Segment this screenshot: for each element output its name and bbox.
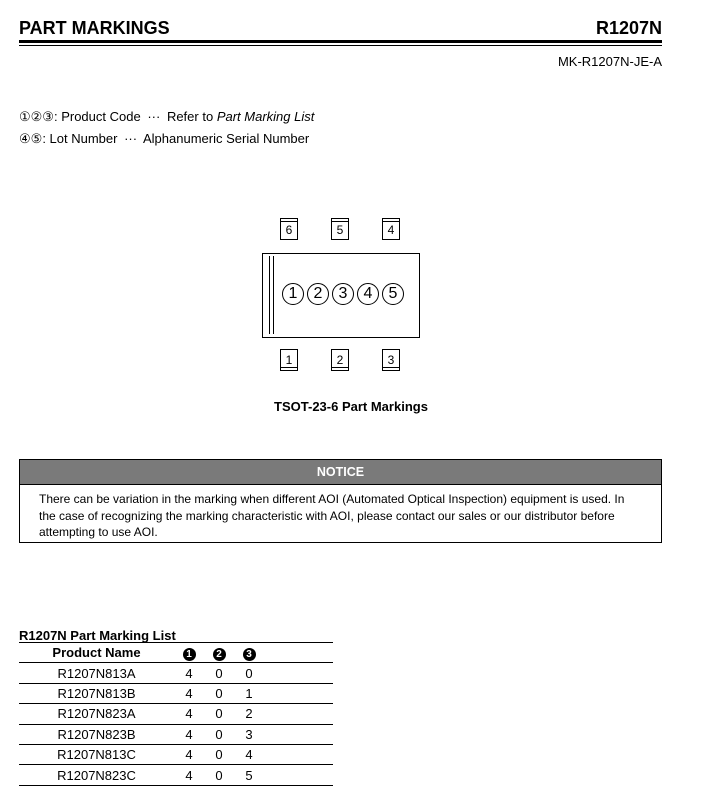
table-header-row xyxy=(19,643,333,663)
table-row xyxy=(19,704,333,724)
cell-mark-3: 3 xyxy=(245,726,253,742)
pin-5: 5 xyxy=(331,218,349,240)
cell-mark-1: 4 xyxy=(185,767,193,783)
cell-mark-2: 0 xyxy=(215,706,223,722)
header-mark-2-circle: 2 xyxy=(213,648,226,661)
notice-box xyxy=(19,459,662,543)
marking-positions xyxy=(282,283,407,305)
table-row xyxy=(19,663,333,683)
legend-text: Alphanumeric Serial Number xyxy=(143,131,310,146)
table-row xyxy=(19,765,333,785)
marking-circle-3: 3 xyxy=(332,283,354,305)
diagram-caption: TSOT-23-6 Part Markings xyxy=(274,399,428,414)
pin-6: 6 xyxy=(280,218,298,240)
package-diagram xyxy=(262,218,422,373)
cell-mark-1: 4 xyxy=(185,706,193,722)
cell-product-name: R1207N813B xyxy=(57,685,136,701)
legend-text: Refer to xyxy=(166,109,214,124)
header-rule-thin xyxy=(19,45,662,46)
legend-label: : Product Code xyxy=(53,109,141,124)
notice-text: There can be variation in the marking when different AOI (Automated Optical Inspection) equipment is used. In the case of recognizing the marking characteristic with AOI, please contact our sales or our distributor before attempting to use AOI. xyxy=(39,492,625,539)
table-row xyxy=(19,683,333,703)
marking-circle-5: 5 xyxy=(382,283,404,305)
pin-1: 1 xyxy=(280,349,298,371)
cell-spacer xyxy=(264,765,333,785)
header-product-name: Product Name xyxy=(52,645,141,661)
pin-3: 3 xyxy=(382,349,400,371)
cell-mark-2: 0 xyxy=(215,726,223,742)
part-number: R1207N xyxy=(595,18,662,38)
package-body xyxy=(262,253,420,338)
cell-mark-2: 0 xyxy=(215,665,223,681)
cell-spacer xyxy=(264,704,333,724)
pin1-index-stripe xyxy=(269,256,274,334)
marking-list-table xyxy=(19,642,333,786)
legend-symbols: ④⑤ xyxy=(19,131,43,146)
cell-mark-1: 4 xyxy=(185,685,193,701)
cell-spacer xyxy=(264,683,333,703)
cell-product-name: R1207N823A xyxy=(57,706,136,722)
legend-separator: ··· xyxy=(124,131,138,146)
header-mark-3 xyxy=(234,643,264,663)
cell-mark-1: 4 xyxy=(185,726,193,742)
header-mark-1-circle: 1 xyxy=(183,648,196,661)
header-mark-2 xyxy=(204,643,234,663)
document-number: MK-R1207N-JE-A xyxy=(557,54,662,69)
legend-symbols: ①②③ xyxy=(19,109,54,124)
cell-mark-1: 4 xyxy=(185,665,193,681)
cell-product-name: R1207N823C xyxy=(57,767,136,783)
marking-list-title: R1207N Part Marking List xyxy=(19,628,176,643)
marking-circle-4: 4 xyxy=(357,283,379,305)
header-mark-1 xyxy=(174,643,204,663)
table-row xyxy=(19,724,333,744)
header-spacer xyxy=(264,643,333,663)
legend-lot-number xyxy=(19,131,309,147)
cell-product-name: R1207N813A xyxy=(57,665,136,681)
cell-mark-3: 2 xyxy=(245,706,253,722)
legend-product-code xyxy=(19,109,314,125)
cell-spacer xyxy=(264,724,333,744)
cell-spacer xyxy=(264,663,333,683)
cell-mark-3: 0 xyxy=(245,665,253,681)
marking-circle-2: 2 xyxy=(307,283,329,305)
legend-reference: Part Marking List xyxy=(216,109,315,124)
header-mark-3-circle: 3 xyxy=(243,648,256,661)
marking-circle-1: 1 xyxy=(282,283,304,305)
header-rule-thick xyxy=(19,40,662,43)
cell-mark-2: 0 xyxy=(215,767,223,783)
cell-spacer xyxy=(264,744,333,764)
legend-separator: ··· xyxy=(147,109,161,124)
cell-mark-3: 5 xyxy=(245,767,253,783)
cell-mark-3: 1 xyxy=(245,685,253,701)
notice-title: NOTICE xyxy=(20,460,661,485)
cell-mark-2: 0 xyxy=(215,747,223,763)
page-header xyxy=(19,18,662,40)
cell-mark-1: 4 xyxy=(185,747,193,763)
pin-2: 2 xyxy=(331,349,349,371)
page-title: PART MARKINGS xyxy=(19,18,170,38)
cell-mark-2: 0 xyxy=(215,685,223,701)
cell-product-name: R1207N823B xyxy=(57,726,136,742)
legend-label: : Lot Number xyxy=(42,131,118,146)
pin-4: 4 xyxy=(382,218,400,240)
cell-product-name: R1207N813C xyxy=(57,747,136,763)
cell-mark-3: 4 xyxy=(245,747,253,763)
table-row xyxy=(19,744,333,764)
